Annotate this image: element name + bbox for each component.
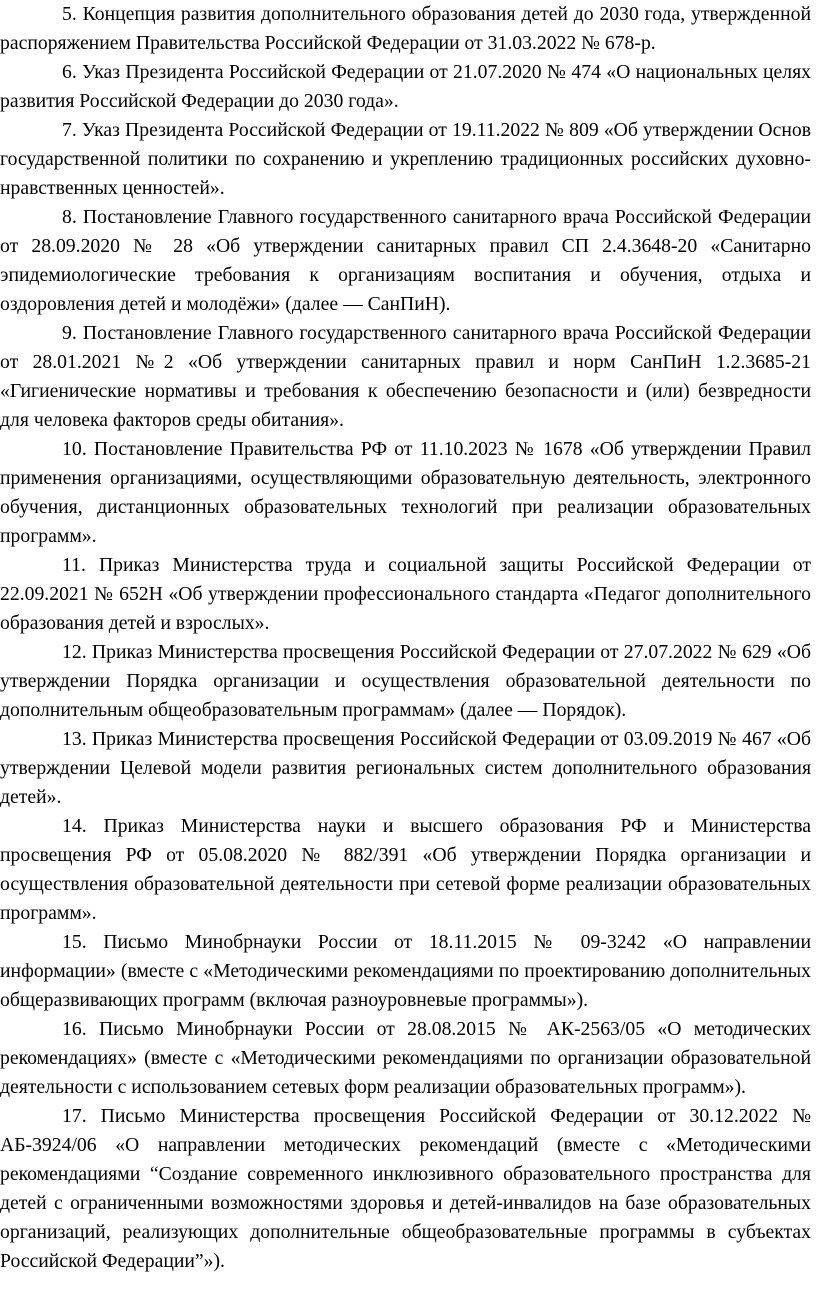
list-item: 15. Письмо Минобрнауки России от 18.11.2015 № 09-3242 «О направлении информации» (вместе с «Методическими рекомендациями по проектированию дополнительных общеразвивающих программ (включая разноуровневые программы»). <box>0 931 811 1011</box>
list-item: 9. Постановление Главного государственного санитарного врача Российской Федерации от 28.01.2021 №2 «Об утверждении санитарных правил и норм СанПиН 1.2.3685-21 «Гигиенические нормативы и требования к обеспечению безопасности и (или) безвредности для человека факторов среды обитания». <box>0 322 811 431</box>
list-item: 12. Приказ Министерства просвещения Российской Федерации от 27.07.2022 № 629 «Об утверждении Порядка организации и осуществления образовательной деятельности по дополнительным общеобразовательным программам» (далее — Порядок). <box>0 641 811 721</box>
list-item: 16. Письмо Минобрнауки России от 28.08.2015 № АК-2563/05 «О методических рекомендациях» (вместе с «Методическими рекомендациями по организации образовательной деятельности с использованием сетевых форм реализации образовательных программ»). <box>0 1018 811 1098</box>
list-item: 5. Концепция развития дополнительного образования детей до 2030 года, утвержденной распоряжением Правительства Российской Федерации от 31.03.2022 № 678-р. <box>0 3 811 54</box>
list-item: 17. Письмо Министерства просвещения Российской Федерации от 30.12.2022 № АБ-3924/06 «О направлении методических рекомендаций (вместе с «Методическими рекомендациями “Создание современного инклюзивного образовательного пространства для детей с ограниченными возможностями здоровья и детей-инвалидов на базе образовательных организаций, реализующих дополнительные общеобразовательные программы в субъектах Российской Федерации”»). <box>0 1105 811 1272</box>
list-item: 10. Постановление Правительства РФ от 11.10.2023 № 1678 «Об утверждении Правил применения организациями, осуществляющими образовательную деятельность, электронного обучения, дистанционных образовательных технологий при реализации образовательных программ». <box>0 438 811 547</box>
list-item: 13. Приказ Министерства просвещения Российской Федерации от 03.09.2019 № 467 «Об утверждении Целевой модели развития региональных систем дополнительного образования детей». <box>0 728 811 808</box>
list-item: 8. Постановление Главного государственного санитарного врача Российской Федерации от 28.09.2020 № 28 «Об утверждении санитарных правил СП 2.4.3648-20 «Санитарно эпидемиологические требования к организациям воспитания и обучения, отдыха и оздоровления детей и молодёжи» (далее — СанПиН). <box>0 206 811 315</box>
list-item: 6. Указ Президента Российской Федерации от 21.07.2020 № 474 «О национальных целях развития Российской Федерации до 2030 года». <box>0 61 811 112</box>
list-item: 11. Приказ Министерства труда и социальной защиты Российской Федерации от 22.09.2021 № 652Н «Об утверждении профессионального стандарта «Педагог дополнительного образования детей и взрослых». <box>0 554 811 634</box>
list-item: 14. Приказ Министерства науки и высшего образования РФ и Министерства просвещения РФ от 05.08.2020 № 882/391 «Об утверждении Порядка организации и осуществления образовательной деятельности при сетевой форме реализации образовательных программ». <box>0 815 811 924</box>
list-item: 7. Указ Президента Российской Федерации от 19.11.2022 № 809 «Об утверждении Основ государственной политики по сохранению и укреплению традиционных российских духовно-нравственных ценностей». <box>0 119 811 199</box>
